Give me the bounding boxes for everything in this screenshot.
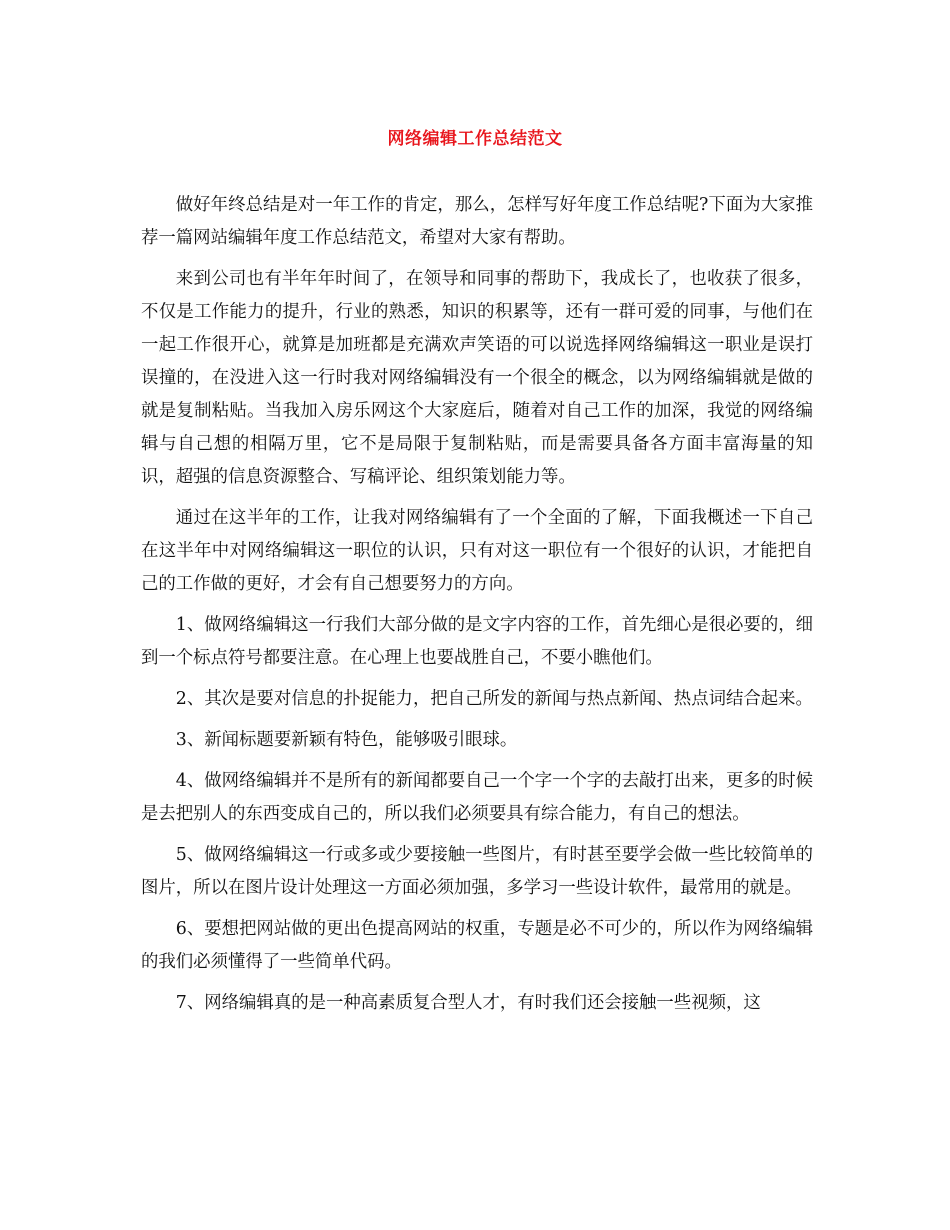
paragraph-point-2: 2、其次是要对信息的扑捉能力，把自己所发的新闻与热点新闻、热点词结合起来。 <box>175 689 813 709</box>
paragraph-point-5: 5、做网络编辑这一行或多或少要接触一些图片，有时甚至要学会做一些比较简单的图片，所以在图片设计处理这一方面必须加强，多学习一些设计软件，最常用的就是。 <box>141 845 813 898</box>
paragraph-point-3: 3、新闻标题要新颖有特色，能够吸引眼球。 <box>175 730 518 750</box>
paragraph-intro: 做好年终总结是对一年工作的肯定，那么，怎样写好年度工作总结呢?下面为大家推荐一篇网站编辑年度工作总结范文，希望对大家有帮助。 <box>141 195 813 248</box>
document-body <box>141 189 813 1028</box>
paragraph-point-7: 7、网络编辑真的是一种高素质复合型人才，有时我们还会接触一些视频，这 <box>175 993 761 1013</box>
document-title: 网络编辑工作总结范文 <box>387 129 563 149</box>
paragraph-point-1: 1、做网络编辑这一行我们大部分做的是文字内容的工作，首先细心是很必要的，细到一个标点符号都要注意。在心理上也要战胜自己，不要小瞧他们。 <box>141 615 813 668</box>
paragraph-point-6: 6、要想把网站做的更出色提高网站的权重，专题是必不可少的，所以作为网络编辑的我们必须懂得了一些简单代码。 <box>141 919 813 972</box>
paragraph-experience: 来到公司也有半年年时间了，在领导和同事的帮助下，我成长了，也收获了很多，不仅是工作能力的提升，行业的熟悉，知识的积累等，还有一群可爱的同事，与他们在一起工作很开心，就算是加班都是充满欢声笑语的可以说选择网络编辑这一职业是误打误撞的，在没进入这一行时我对网络编辑没有一个很全的概念，以为网络编辑就是做的就是复制粘贴。当我加入房乐网这个大家庭后，随着对自己工作的加深，我觉的网络编辑与自己想的相隔万里，它不是局限于复制粘贴，而是需要具备各方面丰富海量的知识，超强的信息资源整合、写稿评论、组织策划能力等。 <box>141 269 813 487</box>
paragraph-point-4: 4、做网络编辑并不是所有的新闻都要自己一个字一个字的去敲打出来，更多的时候是去把别人的东西变成自己的，所以我们必须要具有综合能力，有自己的想法。 <box>141 771 813 824</box>
paragraph-overview: 通过在这半年的工作，让我对网络编辑有了一个全面的了解，下面我概述一下自己在这半年中对网络编辑这一职位的认识，只有对这一职位有一个很好的认识，才能把自己的工作做的更好，才会有自己想要努力的方向。 <box>141 508 813 594</box>
